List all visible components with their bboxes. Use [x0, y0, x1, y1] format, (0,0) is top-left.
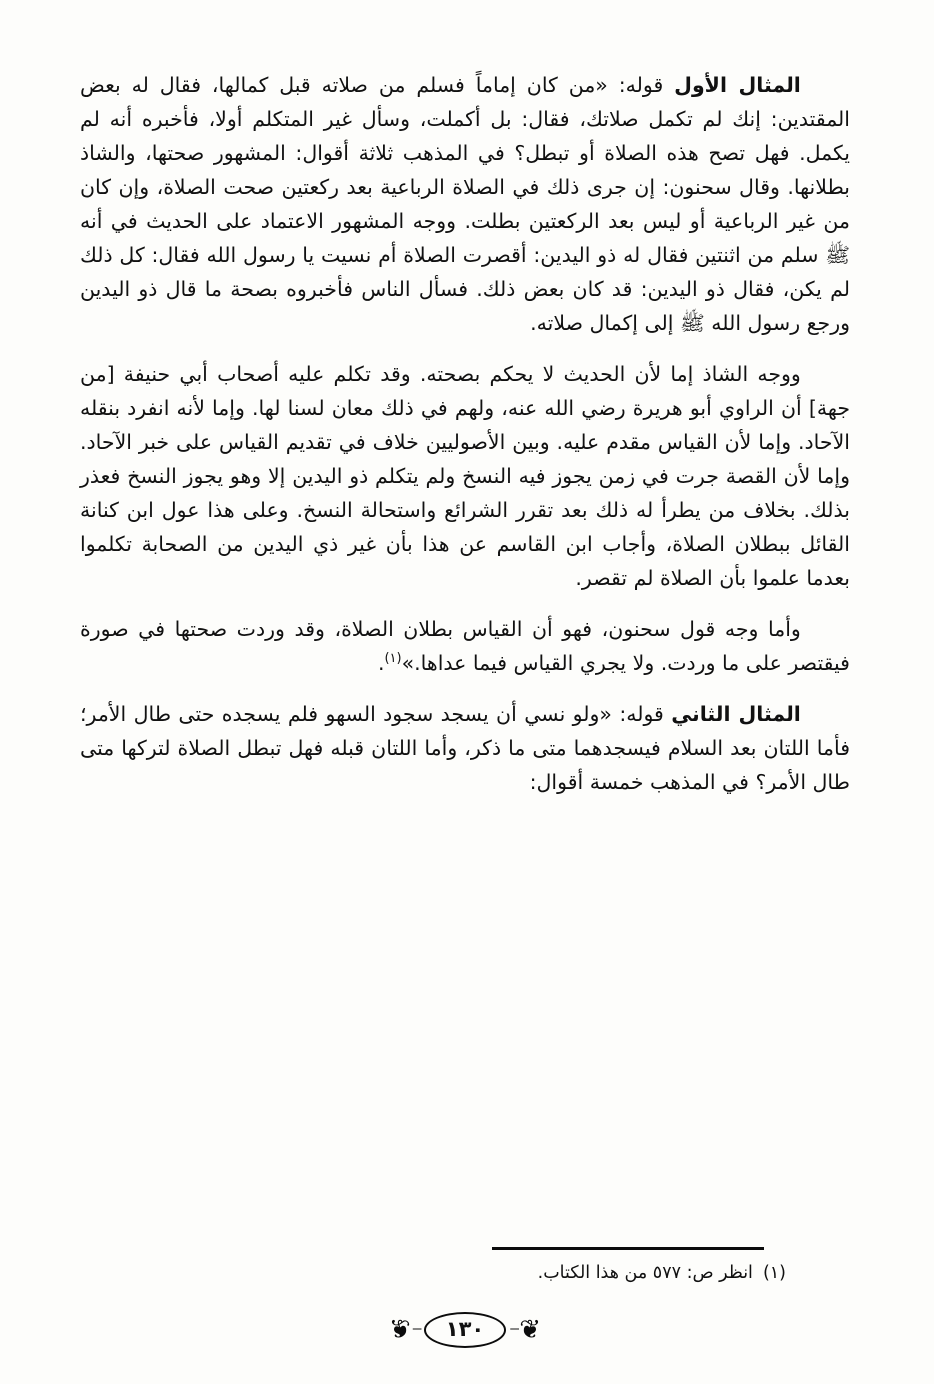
page-footer — [80, 1312, 850, 1348]
footnote-body: انظر ص: ٥٧٧ من هذا الكتاب. — [537, 1263, 753, 1283]
paragraph-text: قوله: «ولو نسي أن يسجد سجود السهو فلم يسجده حتى طال الأمر؛ فأما اللتان بعد السلام فيسجدهما متى ما ذكر، وأما اللتان قبله فهل تبطل الصلاة لتركها متى طال الأمر؟ في المذهب خمسة أقوال: — [80, 702, 850, 794]
page-body-text — [80, 68, 850, 816]
footnote-marker: (١) — [762, 1263, 786, 1283]
page-number: ١٣٠ — [424, 1312, 506, 1348]
paragraph — [80, 697, 850, 799]
paragraph-text-after-ref: . — [377, 651, 385, 675]
paragraph-bold-lead: المثال الأول — [674, 73, 801, 97]
ornament-dash-left: ᜭ — [412, 1319, 420, 1341]
paragraph-text: قوله: «من كان إماماً فسلم من صلاته قبل كمالها، فقال له بعض المقتدين: إنك لم تكمل صلاتك، فقال: بل أكملت، وسأل غير المتكلم أولا، فأخبره أنه لم يكمل. فهل تصح هذه الصلاة أو تبطل؟ في المذهب ثلاثة أقوال: المشهور صحتها، والشاذ بطلانها. وقال سحنون: إن جرى ذلك في الصلاة الرباعية بعد ركعتين صحت الصلاة، وإن كان من غير الرباعية أو ليس بعد الركعتين بطلت. ووجه المشهور الاعتماد على الحديث في أنه ﷺ سلم من اثنتين فقال له ذو اليدين: أقصرت الصلاة أم نسيت يا رسول الله فقال: كل ذلك لم يكن، فقال ذو اليدين: قد كان بعض ذلك. فسأل الناس فأخبروه بصحة ما قال ذو اليدين ورجع رسول الله ﷺ إلى إكمال صلاته. — [80, 73, 850, 335]
ornament-left-icon: ❦ — [388, 1315, 411, 1345]
paragraph-text: ووجه الشاذ إما لأن الحديث لا يحكم بصحته. وقد تكلم عليه أصحاب أبي حنيفة [من جهة] أن الراوي أبو هريرة رضي الله عنه، ولهم في ذلك معان لسنا لها. وإما لأنه انفرد بنقله الآحاد. وإما لأن القياس مقدم عليه. وبين الأصوليين خلاف في تقديم القياس على خبر الآحاد. وإما لأن القصة جرت في زمن يجوز فيه النسخ ولم يتكلم ذو اليدين إلا وهو يجوز النسخ فعذر بذلك. بخلاف من يطرأ له ذلك بعد تقرر الشرائع واستحالة النسخ. وعلى هذا عول ابن كنانة القائل ببطلان الصلاة، وأجاب ابن القاسم عن هذا بأن غير ذي اليدين من الصحابة تكلموا بعدما علموا بأن الصلاة لم تقصر. — [80, 362, 850, 590]
paragraph-bold-lead: المثال الثاني — [671, 702, 801, 726]
paragraph — [80, 612, 850, 680]
footnote-text — [80, 1260, 850, 1286]
paragraph — [80, 68, 850, 340]
footnote-separator-line — [492, 1247, 764, 1250]
ornament-right-icon: ❦ — [519, 1315, 542, 1345]
ornament-dash-right: ᜭ — [510, 1319, 518, 1341]
footnote-block — [80, 1247, 850, 1286]
paragraph-text: وأما وجه قول سحنون، فهو أن القياس بطلان الصلاة، وقد وردت صحتها في صورة فيقتصر على ما وردت. ولا يجري القياس فيما عداها.» — [80, 617, 850, 675]
paragraph — [80, 357, 850, 595]
footnote-reference: (١) — [384, 651, 402, 667]
